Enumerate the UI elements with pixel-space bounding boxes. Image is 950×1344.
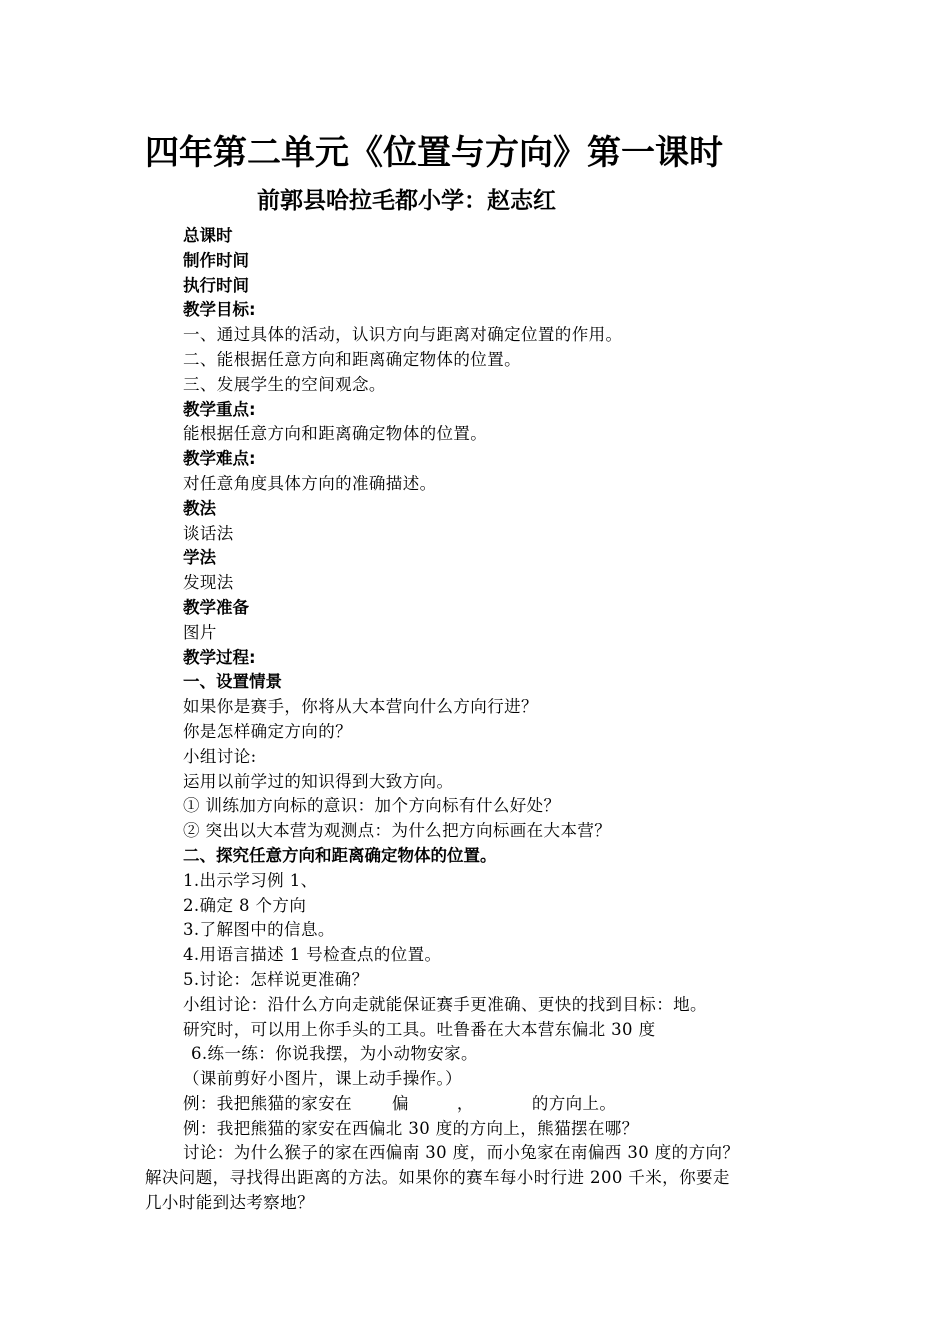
teaching-method-heading: 教法 <box>183 498 216 518</box>
difficulties-heading: 教学难点: <box>183 449 256 469</box>
teaching-method-text: 谈话法 <box>183 523 234 543</box>
section-2-heading: 二、探究任意方向和距离确定物体的位置。 <box>183 845 497 865</box>
practice-line: 6.练一练：你说我摆，为小动物安家。 <box>191 1044 478 1064</box>
objective-3: 三、发展学生的空间观念。 <box>183 374 386 394</box>
learning-method-text: 发现法 <box>183 573 234 593</box>
author-line: 前郭县哈拉毛都小学：赵志红 <box>257 188 556 214</box>
total-hours-label: 总课时 <box>183 226 233 245</box>
step-line: 1.出示学习例 1、 <box>183 870 318 890</box>
objectives-heading: 教学目标: <box>183 300 256 320</box>
learning-method-heading: 学法 <box>183 548 216 568</box>
fill-in-part: 偏 <box>392 1093 409 1113</box>
objective-1: 一、通过具体的活动，认识方向与距离对确定位置的作用。 <box>183 325 623 345</box>
fill-in-example <box>145 1092 805 1117</box>
step-line: 2.确定 8 个方向 <box>183 895 307 915</box>
discussion-line: 小组讨论：沿什么方向走就能保证赛手更准确、更快的找到目标：地。 <box>183 994 707 1014</box>
key-points-heading: 教学重点: <box>183 399 256 419</box>
key-points-text: 能根据任意方向和距离确定物体的位置。 <box>183 424 488 444</box>
process-line: 如果你是赛手，你将从大本营向什么方向行进？ <box>183 697 538 717</box>
step-line: 4.用语言描述 1 号检查点的位置。 <box>183 945 442 965</box>
process-line: 运用以前学过的知识得到大致方向。 <box>183 771 454 791</box>
execution-time-label: 执行时间 <box>183 275 249 295</box>
process-line: ① 训练加方向标的意识：加个方向标有什么好处？ <box>183 796 561 816</box>
process-line: 你是怎样确定方向的？ <box>183 721 352 741</box>
section-1-heading: 一、设置情景 <box>183 672 282 692</box>
process-line: 小组讨论: <box>183 746 257 766</box>
step-line: 3.了解图中的信息。 <box>183 920 335 940</box>
difficulties-text: 对任意角度具体方向的准确描述。 <box>183 473 437 493</box>
discussion-line: 研究时，可以用上你手头的工具。吐鲁番在大本营东偏北 30 度 <box>183 1019 656 1039</box>
discussion-line: 讨论：为什么猴子的家在西偏南 30 度，而小兔家在南偏西 30 度的方向？ <box>183 1143 740 1163</box>
process-line: ② 突出以大本营为观测点：为什么把方向标画在大本营？ <box>183 821 612 841</box>
document-title: 四年第二单元《位置与方向》第一课时 <box>145 133 723 173</box>
example-line: 例：我把熊猫的家安在西偏北 30 度的方向上，熊猫摆在哪？ <box>183 1118 639 1138</box>
fill-in-part: 例：我把熊猫的家安在 <box>183 1093 352 1113</box>
document-body <box>145 224 805 1216</box>
preparation-text: 图片 <box>183 622 217 642</box>
paragraph-line: 解决问题，寻找得出距离的方法。如果你的赛车每小时行进 200 千米，你要走 <box>145 1168 730 1188</box>
paragraph-line: 几小时能到达考察地？ <box>145 1193 314 1213</box>
practice-note: （课前剪好小图片，课上动手操作。） <box>183 1069 463 1089</box>
fill-in-part: ， <box>456 1093 474 1113</box>
step-line: 5.讨论：怎样说更准确？ <box>183 969 369 989</box>
process-heading: 教学过程: <box>183 647 256 667</box>
fill-in-part: 的方向上。 <box>531 1093 617 1113</box>
preparation-heading: 教学准备 <box>183 597 249 617</box>
creation-time-label: 制作时间 <box>183 250 249 270</box>
objective-2: 二、能根据任意方向和距离确定物体的位置。 <box>183 349 521 369</box>
